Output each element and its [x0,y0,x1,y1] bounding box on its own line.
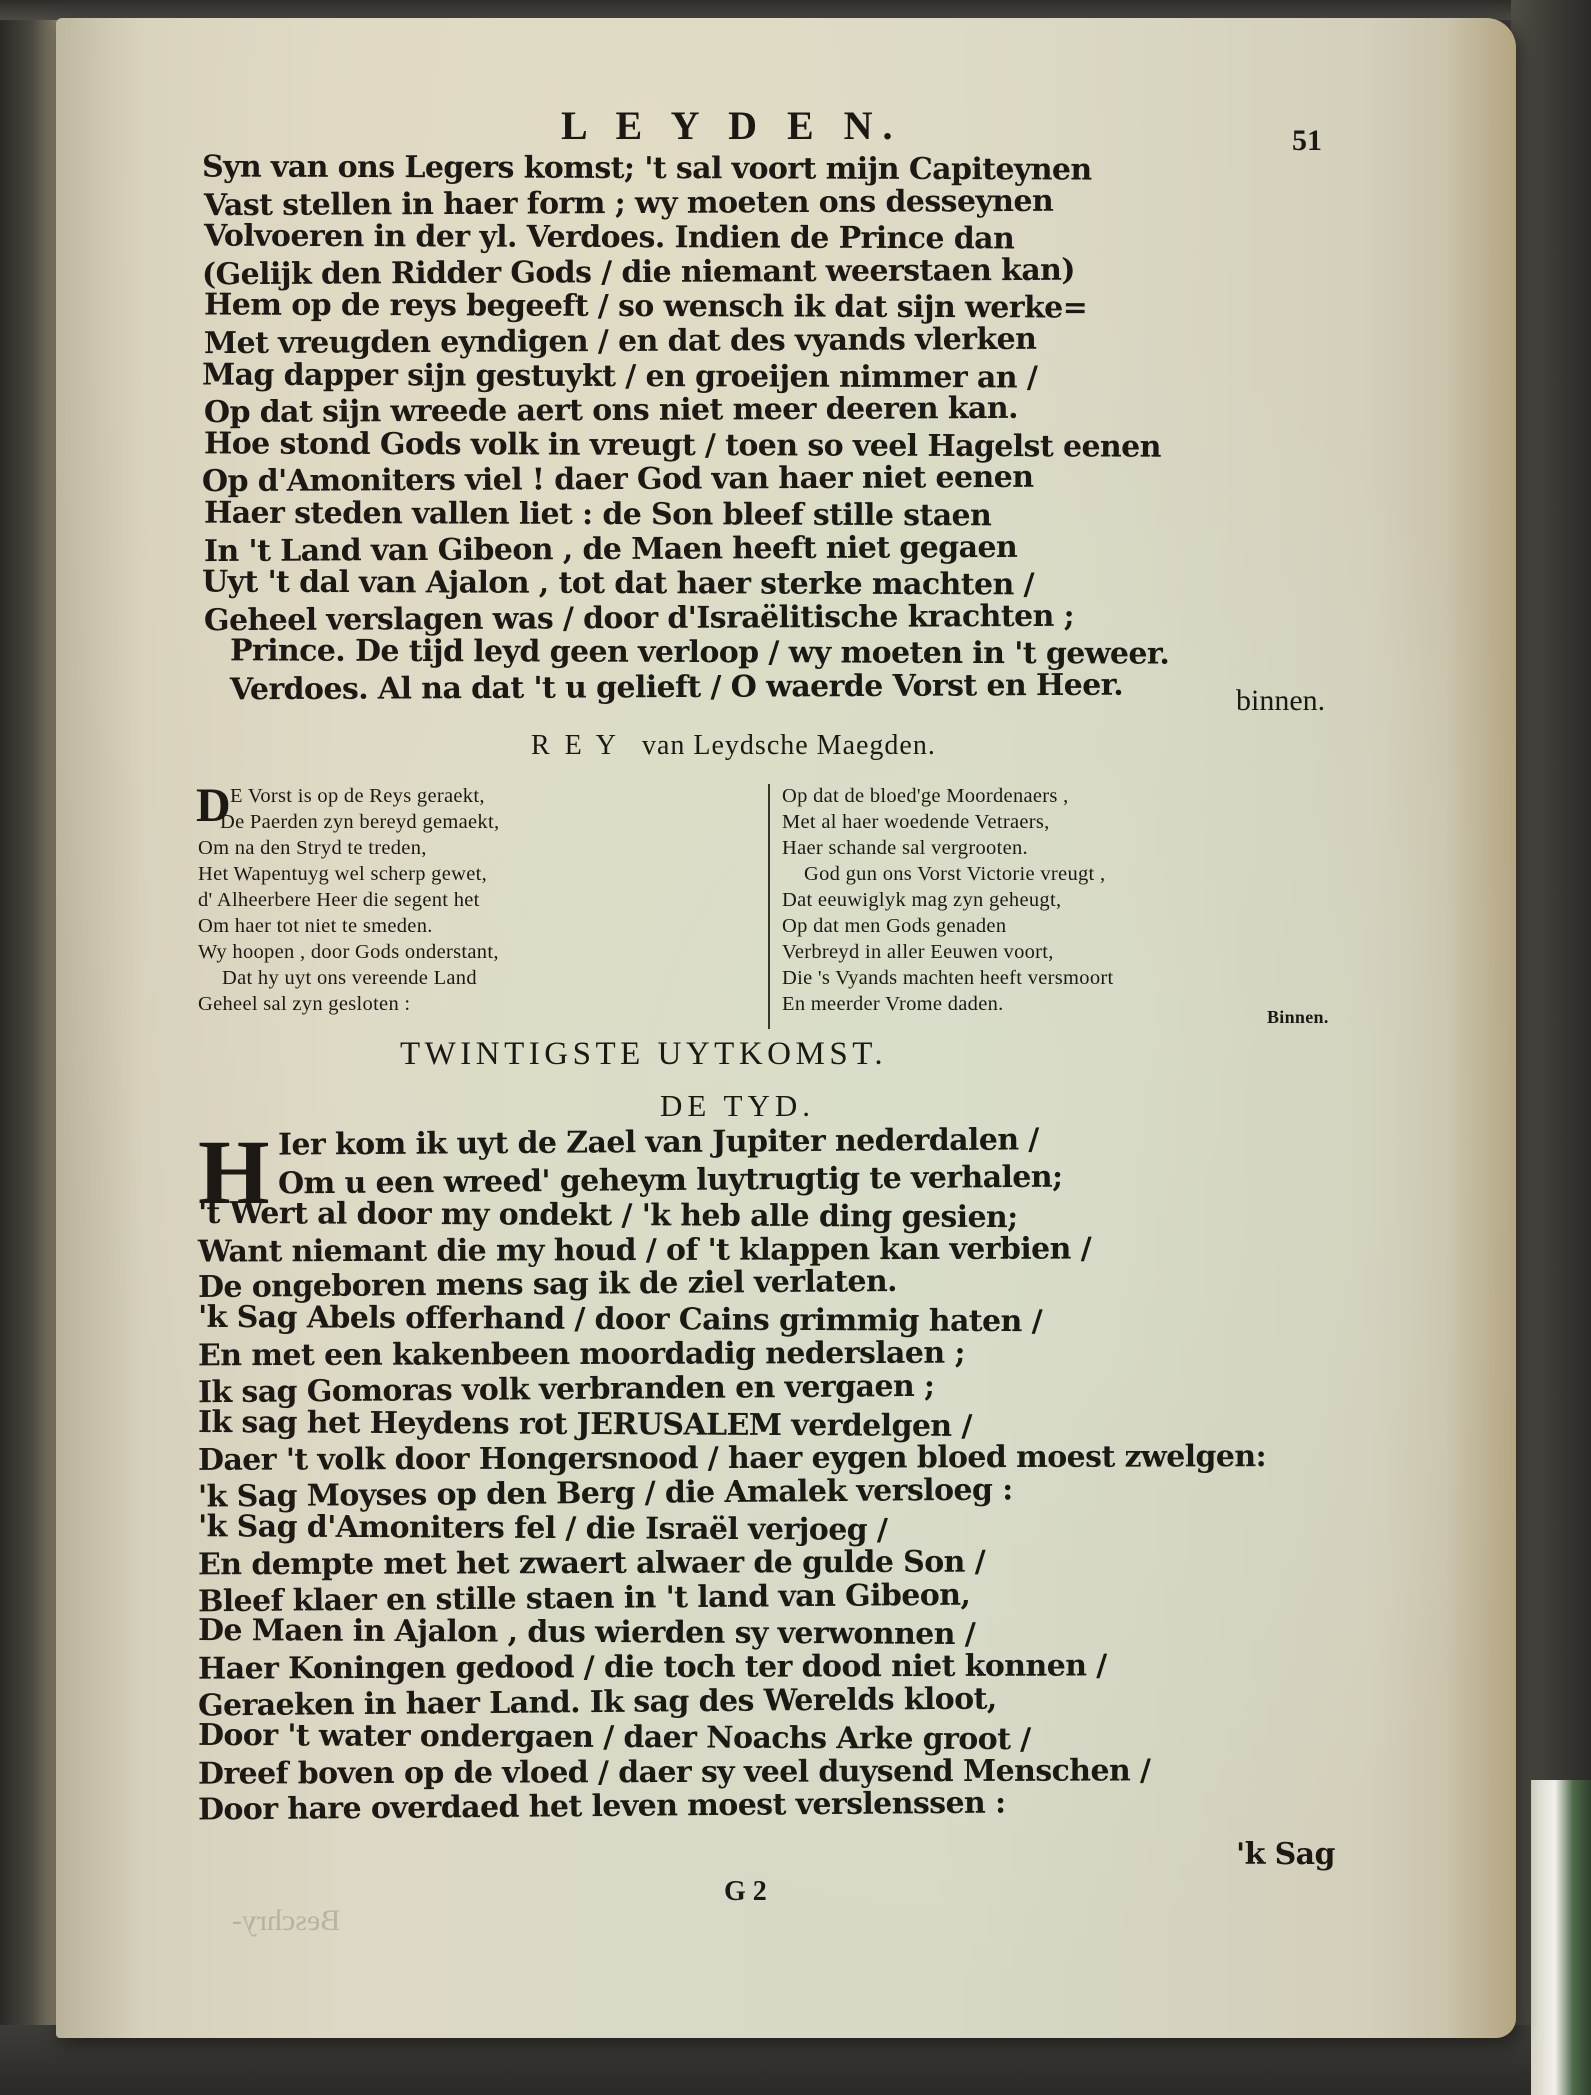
verse-main-line: Want niemant die my houd / of 't klappen kan verbien / [197,1231,1092,1270]
running-title: L E Y D E N. [561,103,903,148]
verse-main-line: Door 't water ondergaen / daer Noachs Arke groot / [197,1717,1031,1757]
verse-top-line: Volvoeren in der yl. Verdoes. Indien de Prince dan [203,218,1015,257]
verse-main-dropcap: H [198,1121,270,1223]
verse-top-line: Haer steden vallen liet : de Son bleef stille staen [203,495,992,534]
rey-right-line: Die 's Vyands machten heeft versmoort [782,967,1114,989]
signature-mark: G 2 [724,1876,767,1907]
rey-right-column [782,780,1382,1045]
rey-right-line: Dat eeuwiglyk mag zyn geheugt, [782,889,1062,911]
rey-right-line: Op dat de bloed'ge Moordenaers , [782,785,1069,807]
rey-left-line: De Paerden zyn bereyd gemaekt, [220,811,500,833]
background-top [0,0,1591,20]
verse-main-line: 't Wert al door my ondekt / 'k heb alle ding gesien; [197,1195,1018,1235]
rey-stage-direction-binnen: Binnen. [1267,1007,1329,1027]
verse-main-line: Geraeken in haer Land. Ik sag des Werelds kloot, [197,1681,997,1724]
rey-right-line: Op dat men Gods genaden [782,915,1007,937]
rey-right-line: Verbreyd in aller Eeuwen voort, [782,941,1054,963]
verse-main-line: Dreef boven op de vloed / daer sy veel duysend Menschen / [197,1752,1151,1792]
catchword: 'k Sag [1236,1837,1335,1872]
verse-top-line: Syn van ons Legers komst; 't sal voort mijn Capiteynen [201,149,1092,188]
rey-heading [531,732,936,760]
verse-main-line: 'k Sag Abels offerhand / door Cains grimmig haten / [197,1299,1043,1340]
rey-right-line: Haer schande sal vergrooten. [782,837,1028,859]
verse-main-line: Daer 't volk door Hongersnood / haer eygen bloed moest zwelgen: [197,1439,1267,1479]
verse-top-line: Prince. De tijd leyd geen verloop / wy moeten in 't geweer. [229,633,1170,673]
rey-left-line: Om na den Stryd te treden, [198,837,427,859]
verse-main-line: De Maen in Ajalon , dus wierden sy verwonnen / [197,1613,976,1653]
rey-dropcap: D [196,779,231,832]
verse-main-line: Door hare overdaed het leven moest verslenssen : [197,1785,1006,1828]
verse-top-line: Op dat sijn wreede aert ons niet meer deeren kan. [203,391,1019,431]
rey-left-line: Geheel sal zyn gesloten : [198,993,411,1015]
verse-top-line: Met vreugden eyndigen / en dat des vyands vlerken [203,321,1037,362]
rey-right-line: Met al haer woedende Vetraers, [782,811,1050,833]
verse-main-line: Ik sag het Heydens rot JERUSALEM verdelgen / [197,1404,972,1444]
verse-main-line: Haer Koningen gedood / die toch ter dood niet konnen / [197,1648,1107,1687]
rey-heading-rest: van Leydsche Maegden. [641,730,936,761]
verse-top-line: Verdoes. Al na dat 't u gelieft / O waerde Vorst en Heer. [229,667,1124,708]
rey-column-rule [768,784,770,1029]
page-number: 51 [1292,124,1322,157]
verse-main-line: Bleef klaer en stille staen in 't land van Gibeon, [197,1577,971,1619]
book-cover-edge [1531,1780,1591,2095]
stage-direction-binnen: binnen. [1236,684,1326,717]
verse-main-line: 'k Sag d'Amoniters fel / die Israël verjoeg / [197,1509,888,1548]
rey-left-first-line: E Vorst is op de Reys geraekt, [230,785,485,807]
page-edge-stain [1446,18,1516,2038]
verse-top-line: In 't Land van Gibeon , de Maen heeft niet gegaen [203,529,1018,569]
verse-main-line: De ongeboren mens sag ik de ziel verlaten. [197,1264,898,1306]
book-gutter-shadow [0,0,58,2095]
verse-top-line: Op d'Amoniters viel ! daer God van haer niet eenen [201,460,1034,500]
rey-right-line: God gun ons Vorst Victorie vreugt , [804,863,1106,885]
rey-left-line: Wy hoopen , door Gods onderstant, [198,941,499,963]
verse-top-line: (Gelijk den Ridder Gods / die niemant weerstaen kan) [201,252,1076,293]
verse-top-line: Geheel verslagen was / door d'Israëlitische krachten ; [203,598,1075,639]
rey-left-line: Om haer tot niet te smeden. [198,915,433,937]
rey-right-line: En meerder Vrome daden. [782,993,1004,1015]
book-page [56,18,1516,2038]
offset-ghost-text: Beschry- [232,1904,341,1937]
verse-top-line: Mag dapper sijn gestuykt / en groeijen nimmer an / [201,357,1038,396]
verse-main-first-line: Ier kom ik uyt de Zael van Jupiter nederdalen / [277,1122,1039,1163]
verse-main-line: En met een kakenbeen moordadig nederslaen ; [197,1335,965,1374]
verse-top-line: Uyt 't dal van Ajalon , tot dat haer sterke machten / [201,564,1034,603]
verse-top-line: Hem op de reys begeeft / so wensch ik dat sijn werke= [203,287,1088,326]
verse-main-line: Ik sag Gomoras volk verbranden en vergaen ; [197,1368,935,1411]
verse-main-line: Om u een wreed' geheym luytrugtig te verhalen; [277,1159,1063,1202]
rey-left-column [196,780,756,1045]
verse-main-line: 'k Sag Moyses op den Berg / die Amalek versloeg : [197,1472,1013,1515]
rey-heading-label: R E Y [531,730,620,761]
rey-left-line: d' Alheerbere Heer die segent het [198,889,480,911]
verse-top-line: Vast stellen in haer form ; wy moeten ons desseynen [203,183,1054,223]
speaker-name: DE TYD. [660,1088,815,1123]
section-title: TWINTIGSTE UYTKOMST. [400,1036,888,1072]
verse-top-line: Hoe stond Gods volk in vreugt / toen so veel Hagelst eenen [203,426,1161,465]
verse-main-line: En dempte met het zwaert alwaer de gulde Son / [197,1544,986,1583]
rey-left-line: Het Wapentuyg wel scherp gewet, [198,863,488,885]
rey-left-line: Dat hy uyt ons vereende Land [222,967,477,989]
